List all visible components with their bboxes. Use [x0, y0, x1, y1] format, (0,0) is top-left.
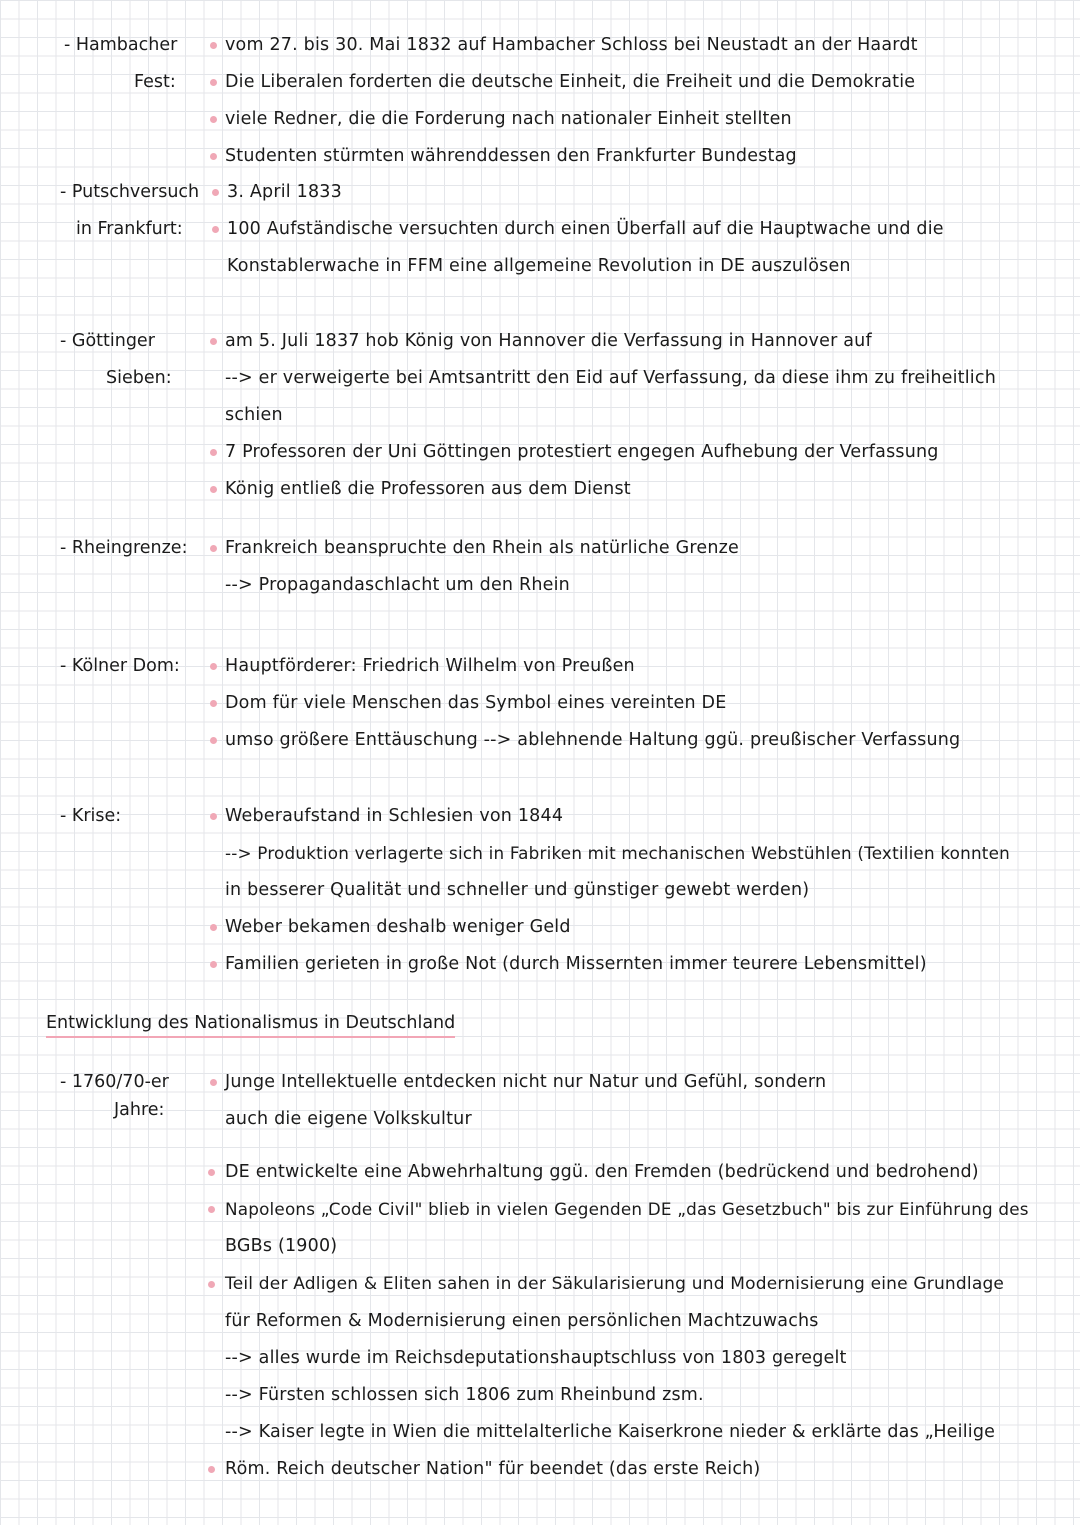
note-line: Studenten stürmten währenddessen den Frankfurter Bundestag	[225, 146, 797, 166]
bullet-dot	[210, 924, 217, 931]
bullet-dot	[210, 961, 217, 968]
note-line: viele Redner, die die Forderung nach nationaler Einheit stellten	[225, 109, 792, 129]
note-line: Die Liberalen forderten die deutsche Einheit, die Freiheit und die Demokratie	[225, 72, 916, 92]
note-line: --> Fürsten schlossen sich 1806 zum Rheinbund zsm.	[225, 1385, 704, 1405]
section-label-krise: - Krise:	[60, 806, 122, 826]
note-line: Teil der Adligen & Eliten sahen in der Säkularisierung und Modernisierung eine Grundlage	[225, 1274, 1005, 1294]
bullet-dot	[210, 116, 217, 123]
note-line: 7 Professoren der Uni Göttingen protestiert engegen Aufhebung der Verfassung	[225, 442, 939, 462]
bullet-dot	[210, 153, 217, 160]
bullet-dot	[210, 700, 217, 707]
bullet-dot	[212, 226, 219, 233]
bullet-dot	[208, 1466, 215, 1473]
note-line: Familien gerieten in große Not (durch Missernten immer teurere Lebensmittel)	[225, 954, 927, 974]
bullet-dot	[208, 1281, 215, 1288]
note-line: --> er verweigerte bei Amtsantritt den Eid auf Verfassung, da diese ihm zu freiheitlich	[225, 368, 996, 388]
bullet-dot	[210, 42, 217, 49]
note-line: Konstablerwache in FFM eine allgemeine Revolution in DE auszulösen	[227, 256, 851, 276]
section-label-1760: - 1760/70-er	[60, 1072, 169, 1092]
note-line: Hauptförderer: Friedrich Wilhelm von Preußen	[225, 656, 635, 676]
note-line: --> alles wurde im Reichsdeputationshauptschluss von 1803 geregelt	[225, 1348, 847, 1368]
bullet-dot	[210, 338, 217, 345]
note-line: für Reformen & Modernisierung einen persönlichen Machtzuwachs	[225, 1311, 819, 1331]
section-label-goettinger: - Göttinger	[60, 331, 155, 351]
note-line: Röm. Reich deutscher Nation" für beendet (das erste Reich)	[225, 1459, 761, 1479]
note-line: in besserer Qualität und schneller und günstiger gewebt werden)	[225, 880, 810, 900]
note-line: auch die eigene Volkskultur	[225, 1109, 472, 1129]
note-line: --> Produktion verlagerte sich in Fabriken mit mechanischen Webstühlen (Textilien konnten	[225, 843, 1010, 863]
note-line: 3. April 1833	[227, 182, 342, 202]
note-line: 100 Aufständische versuchten durch einen Überfall auf die Hauptwache und die	[227, 219, 944, 239]
section-heading: Entwicklung des Nationalismus in Deutschland	[46, 1012, 455, 1038]
note-line: Dom für viele Menschen das Symbol eines vereinten DE	[225, 693, 727, 713]
bullet-dot	[212, 189, 219, 196]
bullet-dot	[210, 663, 217, 670]
bullet-dot	[210, 545, 217, 552]
note-line: umso größere Enttäuschung --> ablehnende Haltung ggü. preußischer Verfassung	[225, 730, 961, 750]
bullet-dot	[210, 79, 217, 86]
note-line: --> Propagandaschlacht um den Rhein	[225, 575, 570, 595]
bullet-dot	[210, 737, 217, 744]
bullet-dot	[210, 486, 217, 493]
note-line: vom 27. bis 30. Mai 1832 auf Hambacher Schloss bei Neustadt an der Haardt	[225, 35, 918, 55]
section-label-rheingrenze: - Rheingrenze:	[60, 538, 188, 558]
section-label-sieben: Sieben:	[106, 368, 172, 388]
bullet-dot	[208, 1169, 215, 1176]
note-line: König entließ die Professoren aus dem Dienst	[225, 479, 631, 499]
bullet-dot	[210, 449, 217, 456]
bullet-dot	[210, 813, 217, 820]
note-line: Frankreich beanspruchte den Rhein als natürliche Grenze	[225, 538, 739, 558]
section-label-putschversuch: - Putschversuch	[60, 182, 200, 202]
section-label-fest: Fest:	[134, 72, 176, 92]
note-line: DE entwickelte eine Abwehrhaltung ggü. den Fremden (bedrückend und bedrohend)	[225, 1162, 979, 1182]
section-label-jahre: Jahre:	[114, 1100, 165, 1120]
note-line: am 5. Juli 1837 hob König von Hannover die Verfassung in Hannover auf	[225, 331, 872, 351]
note-line: BGBs (1900)	[225, 1236, 338, 1256]
section-label-koelner-dom: - Kölner Dom:	[60, 656, 180, 676]
note-line: Weberaufstand in Schlesien von 1844	[225, 806, 564, 826]
section-label-hambacher: - Hambacher	[64, 35, 178, 55]
note-line: Weber bekamen deshalb weniger Geld	[225, 917, 571, 937]
bullet-dot	[208, 1206, 215, 1213]
note-line: schien	[225, 405, 283, 425]
note-line: Junge Intellektuelle entdecken nicht nur Natur und Gefühl, sondern	[225, 1072, 827, 1092]
note-line: --> Kaiser legte in Wien die mittelalterliche Kaiserkrone nieder & erklärte das „Heilige	[225, 1422, 996, 1442]
bullet-dot	[210, 1079, 217, 1086]
section-label-frankfurt: in Frankfurt:	[76, 219, 183, 239]
note-line: Napoleons „Code Civil" blieb in vielen Gegenden DE „das Gesetzbuch" bis zur Einführung des	[225, 1199, 1029, 1219]
